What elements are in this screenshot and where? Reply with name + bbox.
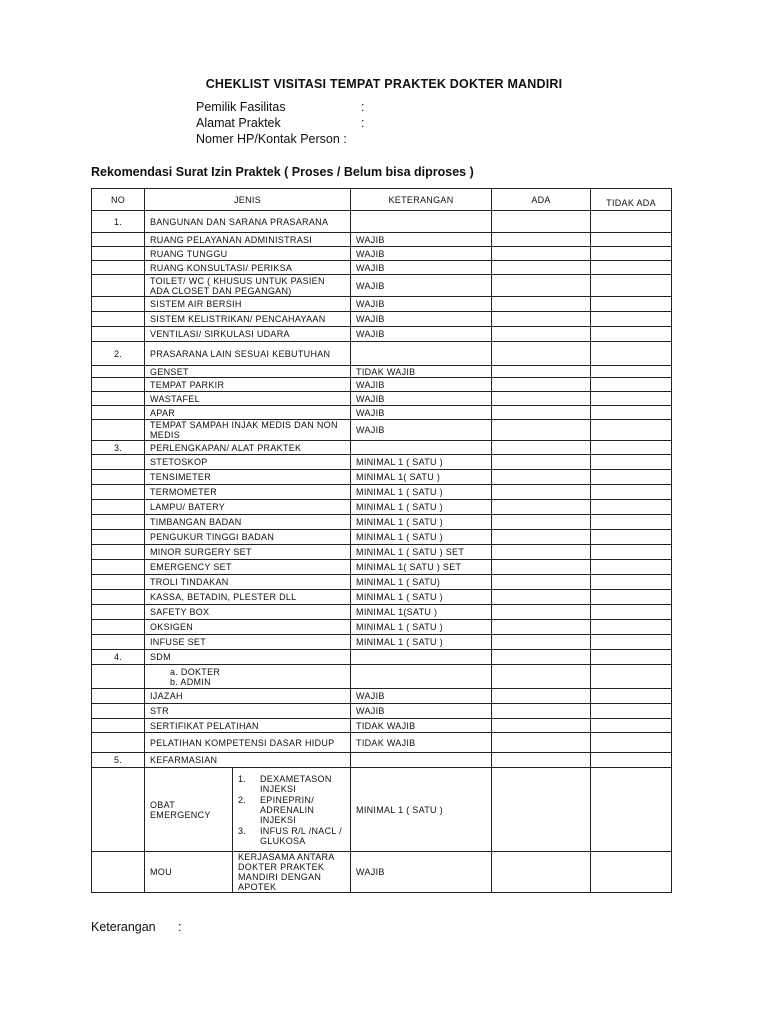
table-row [92,233,672,247]
row-jenis: MINOR SURGERY SET [145,545,351,560]
row-no [92,392,145,406]
row-no: 4. [92,650,145,665]
row-keterangan: TIDAK WAJIB [351,719,492,733]
info-separator: : [361,116,365,130]
row-ada-cell [492,470,591,485]
table-row [92,560,672,575]
row-ada-cell [492,327,591,342]
mou-label: MOU [145,852,233,893]
header-keterangan: KETERANGAN [351,189,492,211]
table-row [92,392,672,406]
row-keterangan: MINIMAL 1 ( SATU ) [351,530,492,545]
row-tidak-ada-cell [591,366,672,378]
row-jenis: OKSIGEN [145,620,351,635]
row-no [92,297,145,312]
row-jenis: APAR [145,406,351,420]
row-keterangan: WAJIB [351,378,492,392]
row-jenis: KASSA, BETADIN, PLESTER DLL [145,590,351,605]
info-separator: : [361,100,365,114]
row-keterangan: WAJIB [351,392,492,406]
row-no: 5. [92,753,145,768]
row-no [92,406,145,420]
row-jenis: SISTEM AIR BERSIH [145,297,351,312]
row-no [92,275,145,297]
obat-item [238,826,345,846]
header-ada: ADA [492,189,591,211]
row-jenis: TENSIMETER [145,470,351,485]
row-keterangan: WAJIB [351,261,492,275]
table-row [92,620,672,635]
row-jenis: KEFARMASIAN [145,753,351,768]
row-tidak-ada-cell [591,297,672,312]
row-no [92,719,145,733]
obat-items [233,768,351,852]
table-row [92,312,672,327]
obat-item-number: 2. [238,794,247,805]
row-no [92,635,145,650]
table-row [92,247,672,261]
row-no [92,530,145,545]
row-ada-cell [492,650,591,665]
row-ada-cell [492,530,591,545]
row-tidak-ada-cell [591,327,672,342]
info-pemilik-fasilitas [196,100,364,114]
row-ada-cell [492,485,591,500]
row-keterangan: MINIMAL 1( SATU ) [351,470,492,485]
table-row [92,635,672,650]
table-row [92,500,672,515]
row-keterangan: MINIMAL 1 ( SATU ) SET [351,545,492,560]
table-row [92,275,672,297]
table-row [92,753,672,768]
info-kontak-person [196,132,347,146]
obat-item-text: INFUS R/L /NACL / GLUKOSA [260,825,342,846]
row-no [92,733,145,753]
table-row [92,366,672,378]
row-tidak-ada-cell [591,247,672,261]
row-ada-cell [492,689,591,704]
row-ada-cell [492,665,591,689]
row-ada-cell [492,297,591,312]
row-ada-cell [492,366,591,378]
table-row [92,590,672,605]
checklist-table [91,188,672,893]
table-row [92,689,672,704]
row-tidak-ada-cell [591,515,672,530]
row-jenis: GENSET [145,366,351,378]
row-tidak-ada-cell [591,635,672,650]
row-keterangan: MINIMAL 1 ( SATU ) [351,590,492,605]
row-no [92,420,145,441]
row-tidak-ada-cell [591,485,672,500]
info-label: Pemilik Fasilitas [196,100,286,114]
row-no [92,768,145,852]
row-tidak-ada-cell [591,233,672,247]
row-tidak-ada-cell [591,704,672,719]
row-tidak-ada-cell [591,406,672,420]
row-jenis: BANGUNAN DAN SARANA PRASARANA [145,211,351,233]
row-no [92,247,145,261]
row-ada-cell [492,719,591,733]
row-jenis: RUANG TUNGGU [145,247,351,261]
row-keterangan: WAJIB [351,275,492,297]
table-row [92,704,672,719]
row-no [92,378,145,392]
row-tidak-ada-cell [591,733,672,753]
document-title: CHEKLIST VISITASI TEMPAT PRAKTEK DOKTER MANDIRI [205,77,563,91]
row-tidak-ada-cell [591,620,672,635]
row-tidak-ada-cell [591,470,672,485]
obat-item-number: 3. [238,825,247,836]
row-ada-cell [492,455,591,470]
row-tidak-ada-cell [591,852,672,893]
row-tidak-ada-cell [591,545,672,560]
row-tidak-ada-cell [591,605,672,620]
table-row [92,605,672,620]
row-no [92,515,145,530]
row-jenis: VENTILASI/ SIRKULASI UDARA [145,327,351,342]
table-row [92,406,672,420]
sdm-subitem: a. DOKTER [170,666,221,677]
row-ada-cell [492,441,591,455]
row-no [92,261,145,275]
row-jenis: PELATIHAN KOMPETENSI DASAR HIDUP [145,733,351,753]
row-keterangan [351,665,492,689]
row-jenis: RUANG PELAYANAN ADMINISTRASI [145,233,351,247]
header-no: NO [92,189,145,211]
row-no [92,485,145,500]
row-no [92,689,145,704]
keterangan-footer [91,920,181,934]
table-row [92,530,672,545]
table-row [92,665,672,689]
row-ada-cell [492,211,591,233]
row-keterangan: WAJIB [351,689,492,704]
info-label: Alamat Praktek [196,116,281,130]
row-keterangan: WAJIB [351,327,492,342]
sdm-subitem: b. ADMIN [170,676,211,687]
row-no: 1. [92,211,145,233]
row-keterangan: WAJIB [351,312,492,327]
row-tidak-ada-cell [591,342,672,366]
row-keterangan [351,342,492,366]
sdm-sublist [150,667,345,687]
row-keterangan: MINIMAL 1( SATU ) SET [351,560,492,575]
mou-description: KERJASAMA ANTARA DOKTER PRAKTEK MANDIRI DENGAN APOTEK [233,852,351,893]
row-ada-cell [492,312,591,327]
row-ada-cell [492,605,591,620]
row-no [92,704,145,719]
row-ada-cell [492,261,591,275]
row-jenis: RUANG KONSULTASI/ PERIKSA [145,261,351,275]
row-jenis: TIMBANGAN BADAN [145,515,351,530]
table-row [92,441,672,455]
row-keterangan: MINIMAL 1 ( SATU ) [351,485,492,500]
row-no [92,470,145,485]
row-tidak-ada-cell [591,441,672,455]
row-tidak-ada-cell [591,753,672,768]
header-jenis: JENIS [145,189,351,211]
row-ada-cell [492,852,591,893]
row-keterangan: MINIMAL 1 ( SATU ) [351,515,492,530]
row-no [92,665,145,689]
row-jenis: TEMPAT SAMPAH INJAK MEDIS DAN NON MEDIS [145,420,351,441]
table-row [92,515,672,530]
row-ada-cell [492,620,591,635]
row-jenis: INFUSE SET [145,635,351,650]
obat-list [238,774,345,846]
table-row [92,211,672,233]
row-keterangan [351,650,492,665]
row-ada-cell [492,233,591,247]
row-jenis: WASTAFEL [145,392,351,406]
row-jenis: TOILET/ WC ( KHUSUS UNTUK PASIEN ADA CLOSET DAN PEGANGAN) [145,275,351,297]
mou-keterangan: WAJIB [351,852,492,893]
table-row [92,733,672,753]
row-tidak-ada-cell [591,768,672,852]
table-row [92,420,672,441]
row-keterangan: WAJIB [351,406,492,420]
row-ada-cell [492,590,591,605]
table-row [92,545,672,560]
row-tidak-ada-cell [591,719,672,733]
row-tidak-ada-cell [591,378,672,392]
info-label: Nomer HP/Kontak Person [196,132,340,146]
obat-item-text: DEXAMETASON INJEKSI [260,773,332,794]
row-keterangan: MINIMAL 1 ( SATU ) [351,455,492,470]
footer-label: Keterangan [91,920,156,934]
row-tidak-ada-cell [591,575,672,590]
table-row [92,455,672,470]
row-tidak-ada-cell [591,420,672,441]
row-tidak-ada-cell [591,275,672,297]
table-row [92,575,672,590]
row-tidak-ada-cell [591,500,672,515]
table-header-row [92,189,672,211]
table-row [92,342,672,366]
row-jenis: IJAZAH [145,689,351,704]
table-row-obat-emergency [92,768,672,852]
row-ada-cell [492,342,591,366]
row-ada-cell [492,635,591,650]
table-body [92,211,672,893]
row-keterangan: MINIMAL 1 ( SATU ) [351,620,492,635]
row-no [92,852,145,893]
footer-separator: : [178,920,182,934]
row-ada-cell [492,378,591,392]
table-row-mou [92,852,672,893]
row-tidak-ada-cell [591,261,672,275]
row-ada-cell [492,275,591,297]
row-no [92,575,145,590]
row-no [92,545,145,560]
row-jenis [145,665,351,689]
row-no [92,560,145,575]
row-no [92,605,145,620]
row-keterangan: MINIMAL 1 ( SATU) [351,575,492,590]
row-ada-cell [492,406,591,420]
row-keterangan [351,753,492,768]
row-no [92,620,145,635]
row-tidak-ada-cell [591,650,672,665]
obat-keterangan: MINIMAL 1 ( SATU ) [351,768,492,852]
row-tidak-ada-cell [591,312,672,327]
row-jenis: TERMOMETER [145,485,351,500]
obat-item-number: 1. [238,773,247,784]
obat-item [238,774,345,794]
table-row [92,650,672,665]
table-row [92,485,672,500]
row-no [92,366,145,378]
row-jenis: PRASARANA LAIN SESUAI KEBUTUHAN [145,342,351,366]
row-tidak-ada-cell [591,530,672,545]
obat-label: OBAT EMERGENCY [145,768,233,852]
table-row [92,327,672,342]
row-keterangan: WAJIB [351,704,492,719]
row-no: 2. [92,342,145,366]
row-keterangan: TIDAK WAJIB [351,733,492,753]
row-jenis: SDM [145,650,351,665]
row-ada-cell [492,392,591,406]
row-jenis: TEMPAT PARKIR [145,378,351,392]
row-keterangan: MINIMAL 1(SATU ) [351,605,492,620]
row-tidak-ada-cell [591,211,672,233]
row-no [92,455,145,470]
row-no [92,327,145,342]
obat-item [238,795,345,825]
row-keterangan: WAJIB [351,233,492,247]
row-jenis: SERTIFIKAT PELATIHAN [145,719,351,733]
info-alamat-praktek [196,116,364,130]
row-no [92,312,145,327]
obat-item-text: EPINEPRIN/ ADRENALIN INJEKSI [260,794,315,825]
recommendation-heading: Rekomendasi Surat Izin Praktek ( Proses / Belum bisa diproses ) [91,165,474,179]
row-jenis: PENGUKUR TINGGI BADAN [145,530,351,545]
row-jenis: STR [145,704,351,719]
row-ada-cell [492,545,591,560]
table-row [92,378,672,392]
row-keterangan: TIDAK WAJIB [351,366,492,378]
table-row [92,297,672,312]
row-ada-cell [492,768,591,852]
row-keterangan: WAJIB [351,420,492,441]
row-tidak-ada-cell [591,689,672,704]
row-ada-cell [492,733,591,753]
row-keterangan [351,211,492,233]
row-no: 3. [92,441,145,455]
row-ada-cell [492,500,591,515]
info-separator: : [343,132,347,146]
row-tidak-ada-cell [591,590,672,605]
row-ada-cell [492,753,591,768]
row-ada-cell [492,515,591,530]
row-ada-cell [492,247,591,261]
row-jenis: LAMPU/ BATERY [145,500,351,515]
row-no [92,500,145,515]
row-tidak-ada-cell [591,455,672,470]
row-keterangan [351,441,492,455]
row-ada-cell [492,420,591,441]
row-tidak-ada-cell [591,665,672,689]
row-keterangan: WAJIB [351,247,492,261]
row-ada-cell [492,704,591,719]
row-jenis: TROLI TINDAKAN [145,575,351,590]
table-row [92,719,672,733]
header-tidak-ada: TIDAK ADA [591,189,672,211]
row-tidak-ada-cell [591,560,672,575]
row-jenis: STETOSKOP [145,455,351,470]
row-keterangan: MINIMAL 1 ( SATU ) [351,500,492,515]
table-row [92,261,672,275]
row-jenis: PERLENGKAPAN/ ALAT PRAKTEK [145,441,351,455]
row-ada-cell [492,575,591,590]
row-keterangan: MINIMAL 1 ( SATU ) [351,635,492,650]
row-tidak-ada-cell [591,392,672,406]
row-ada-cell [492,560,591,575]
row-jenis: EMERGENCY SET [145,560,351,575]
row-jenis: SAFETY BOX [145,605,351,620]
row-keterangan: WAJIB [351,297,492,312]
row-no [92,233,145,247]
row-jenis: SISTEM KELISTRIKAN/ PENCAHAYAAN [145,312,351,327]
row-no [92,590,145,605]
table-row [92,470,672,485]
